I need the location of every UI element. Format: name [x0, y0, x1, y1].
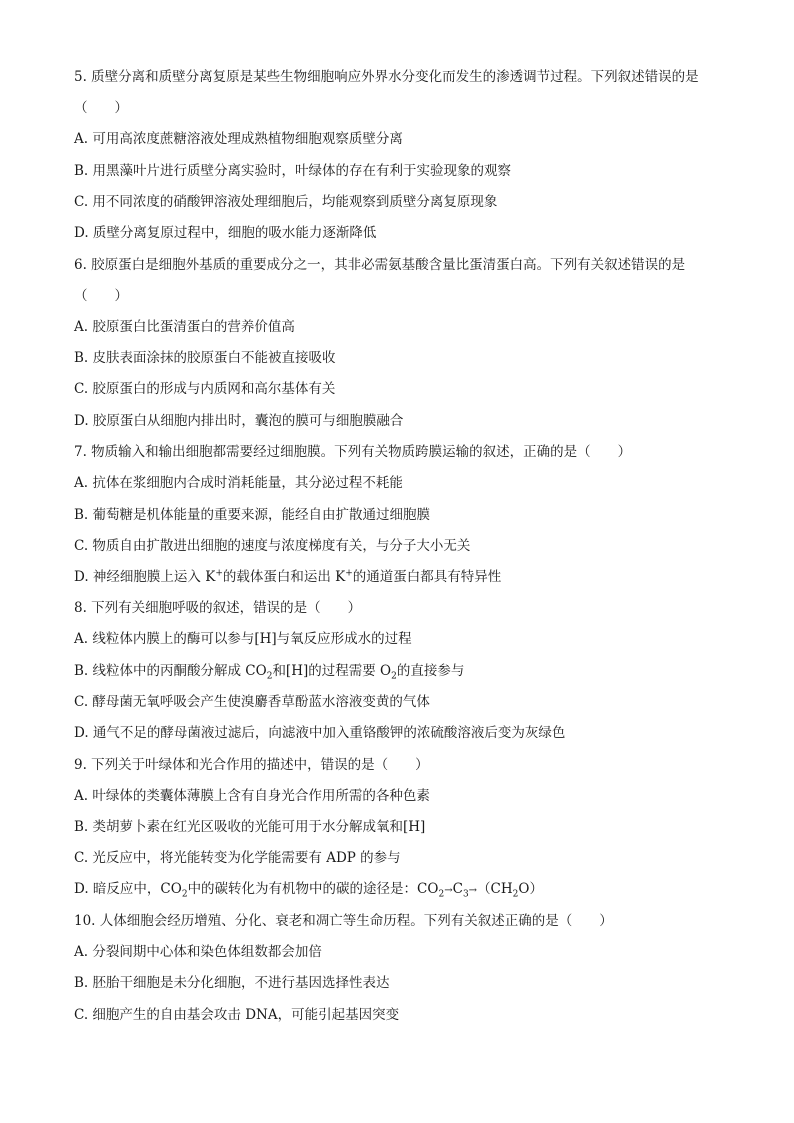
question-10-stem: 10. 人体细胞会经历增殖、分化、衰老和凋亡等生命历程。下列有关叙述正确的是（ ）	[74, 913, 613, 929]
q9d-sub-1: 2	[181, 889, 188, 900]
question-7-stem: 7. 物质输入和输出细胞都需要经过细胞膜。下列有关物质跨膜运输的叙述，正确的是（ ）	[74, 444, 632, 460]
question-9-option-a: A. 叶绿体的类囊体薄膜上含有自身光合作用所需的各种色素	[74, 788, 430, 804]
q9d-text-d: （CH	[477, 881, 513, 897]
question-5-stem: 5. 质壁分离和质壁分离复原是某些生物细胞响应外界水分变化而发生的渗透调节过程。下列叙述错误的是	[74, 69, 699, 85]
question-10-option-b: B. 胚胎干细胞是未分化细胞，不进行基因选择性表达	[74, 975, 390, 991]
q8b-sub-2: 2	[391, 671, 397, 682]
q9d-text-a: D. 暗反应中，CO	[74, 881, 182, 897]
question-6-option-a: A. 胶原蛋白比蛋清蛋白的营养价值高	[74, 319, 295, 335]
q7d-text-a: D. 神经细胞膜上运入 K	[74, 569, 216, 585]
q8b-text-b: 和[H]的过程需要 O	[272, 663, 392, 679]
q9d-sub-3: 3	[462, 889, 469, 900]
question-6-option-d: D. 胶原蛋白从细胞内排出时，囊泡的膜可与细胞膜融合	[74, 413, 404, 429]
question-6-option-b: B. 皮肤表面涂抹的胶原蛋白不能被直接吸收	[74, 350, 336, 366]
question-10-option-c: C. 细胞产生的自由基会攻击 DNA，可能引起基因突变	[74, 1007, 400, 1023]
question-7-option-c: C. 物质自由扩散进出细胞的速度与浓度梯度有关，与分子大小无关	[74, 538, 471, 554]
question-7-option-a: A. 抗体在浆细胞内合成时消耗能量，其分泌过程不耗能	[74, 475, 403, 491]
q7d-sup-1: +	[215, 568, 223, 579]
q9d-sub-2: 2	[438, 889, 445, 900]
arrow-icon: →	[468, 885, 478, 896]
question-5-option-a: A. 可用高浓度蔗糖溶液处理成熟植物细胞观察质壁分离	[74, 131, 403, 147]
q7d-text-b: 的载体蛋白和运出 K	[222, 569, 346, 585]
question-6-stem: 6. 胶原蛋白是细胞外基质的重要成分之一，其非必需氨基酸含量比蛋清蛋白高。下列有关叙述错误的是	[74, 257, 686, 273]
question-8-option-d: D. 通气不足的酵母菌液过滤后，向滤液中加入重铬酸钾的浓硫酸溶液后变为灰绿色	[74, 725, 566, 741]
question-10-option-a: A. 分裂间期中心体和染色体组数都会加倍	[74, 944, 322, 960]
question-6-option-c: C. 胶原蛋白的形成与内质网和高尔基体有关	[74, 381, 336, 397]
question-7-option-d	[74, 568, 734, 586]
q8b-sub-1: 2	[266, 671, 273, 682]
question-9-option-d	[74, 880, 734, 900]
question-8-stem: 8. 下列有关细胞呼吸的叙述，错误的是（ ）	[74, 600, 362, 616]
question-7-option-b: B. 葡萄糖是机体能量的重要来源，能经自由扩散通过细胞膜	[74, 507, 431, 523]
question-9-option-b: B. 类胡萝卜素在红光区吸收的光能可用于水分解成氧和[H]	[74, 819, 426, 835]
question-8-option-a: A. 线粒体内膜上的酶可以参与[H]与氧反应形成水的过程	[74, 631, 412, 647]
q8b-text-a: B. 线粒体中的丙酮酸分解成 CO	[74, 663, 267, 679]
question-5-option-d: D. 质壁分离复原过程中，细胞的吸水能力逐渐降低	[74, 225, 377, 241]
question-8-option-b	[74, 662, 734, 680]
q9d-text-c: C	[452, 881, 463, 897]
question-5-option-b: B. 用黑藻叶片进行质壁分离实验时，叶绿体的存在有利于实验现象的观察	[74, 163, 512, 179]
q7d-sup-2: +	[345, 568, 353, 579]
question-6-paren: （ ）	[74, 288, 128, 304]
question-9-stem: 9. 下列关于叶绿体和光合作用的描述中，错误的是（ ）	[74, 757, 429, 773]
q9d-sub-4: 2	[512, 889, 519, 900]
q9d-text-e: O）	[518, 881, 543, 897]
question-8-option-c: C. 酵母菌无氧呼吸会产生使溴麝香草酚蓝水溶液变黄的气体	[74, 694, 430, 710]
question-9-option-c: C. 光反应中，将光能转变为化学能需要有 ADP 的参与	[74, 850, 401, 866]
q7d-text-c: 的通道蛋白都具有特异性	[352, 569, 502, 585]
q8b-text-c: 的直接参与	[396, 663, 465, 679]
question-5-option-c: C. 用不同浓度的硝酸钾溶液处理细胞后，均能观察到质壁分离复原现象	[74, 194, 498, 210]
arrow-icon: →	[444, 885, 453, 896]
question-5-paren: （ ）	[74, 100, 128, 116]
q9d-text-b: 中的碳转化为有机物中的碳的途径是：CO	[187, 881, 439, 897]
